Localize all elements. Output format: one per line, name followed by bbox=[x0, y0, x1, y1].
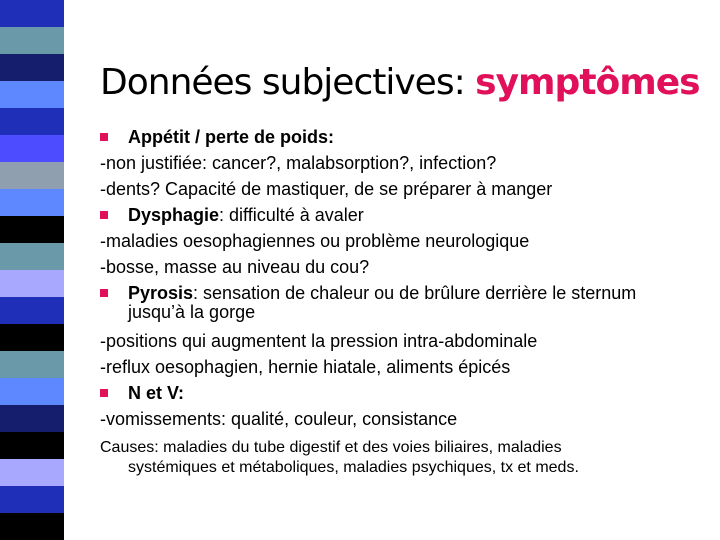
bullet-nausea bbox=[100, 380, 710, 406]
stripe-block bbox=[0, 135, 64, 162]
stripe-block bbox=[0, 459, 64, 486]
square-bullet-icon bbox=[100, 211, 108, 219]
detail-line: -non justifiée: cancer?, malabsorption?, infection? bbox=[100, 153, 497, 173]
slide-body bbox=[100, 124, 710, 478]
stripe-block bbox=[0, 108, 64, 135]
stripe-block bbox=[0, 54, 64, 81]
detail-line: -vomissements: qualité, couleur, consistance bbox=[100, 409, 458, 429]
stripe-block bbox=[0, 0, 64, 27]
square-bullet-icon bbox=[100, 389, 108, 397]
detail-line: -maladies oesophagiennes ou problème neurologique bbox=[100, 231, 530, 251]
stripe-block bbox=[0, 81, 64, 108]
stripe-block bbox=[0, 405, 64, 432]
detail-line: -reflux oesophagien, hernie hiatale, aliments épicés bbox=[100, 357, 511, 377]
bullet-heading: Dysphagie bbox=[128, 205, 220, 225]
stripe-block bbox=[0, 189, 64, 216]
bullet-dysphagie bbox=[100, 202, 710, 228]
bullet-heading: Appétit / perte de poids: bbox=[128, 127, 335, 147]
stripe-block bbox=[0, 351, 64, 378]
causes-line: Causes: maladies du tube digestif et des voies biliaires, maladies bbox=[100, 439, 562, 456]
stripe-block bbox=[0, 513, 64, 540]
title-main: Données subjectives: bbox=[100, 62, 476, 103]
detail-line: -dents? Capacité de mastiquer, de se préparer à manger bbox=[100, 179, 553, 199]
stripe-block bbox=[0, 324, 64, 351]
causes-line: systémiques et métaboliques, maladies psychiques, tx et meds. bbox=[128, 459, 579, 476]
detail-line: -bosse, masse au niveau du cou? bbox=[100, 257, 370, 277]
stripe-block bbox=[0, 378, 64, 405]
bullet-heading: N et V: bbox=[128, 383, 185, 403]
bullet-appetit bbox=[100, 124, 710, 150]
stripe-block bbox=[0, 27, 64, 54]
title-accent: symptômes bbox=[475, 62, 700, 103]
stripe-block bbox=[0, 216, 64, 243]
bullet-text: : sensation de chaleur ou de brûlure derrière le sternum bbox=[193, 283, 637, 303]
bullet-heading: Pyrosis bbox=[128, 283, 194, 303]
bullet-pyrosis bbox=[100, 280, 710, 306]
square-bullet-icon bbox=[100, 289, 108, 297]
bullet-text: : difficulté à avaler bbox=[219, 205, 364, 225]
bullet-continuation: jusqu’à la gorge bbox=[128, 302, 256, 322]
slide-title bbox=[100, 62, 700, 103]
stripe-block bbox=[0, 270, 64, 297]
stripe-block bbox=[0, 243, 64, 270]
stripe-block bbox=[0, 486, 64, 513]
causes-note bbox=[100, 438, 710, 478]
stripe-block bbox=[0, 432, 64, 459]
detail-line: -positions qui augmentent la pression intra-abdominale bbox=[100, 331, 538, 351]
square-bullet-icon bbox=[100, 133, 108, 141]
stripe-block bbox=[0, 162, 64, 189]
decorative-stripe bbox=[0, 0, 64, 540]
stripe-block bbox=[0, 297, 64, 324]
